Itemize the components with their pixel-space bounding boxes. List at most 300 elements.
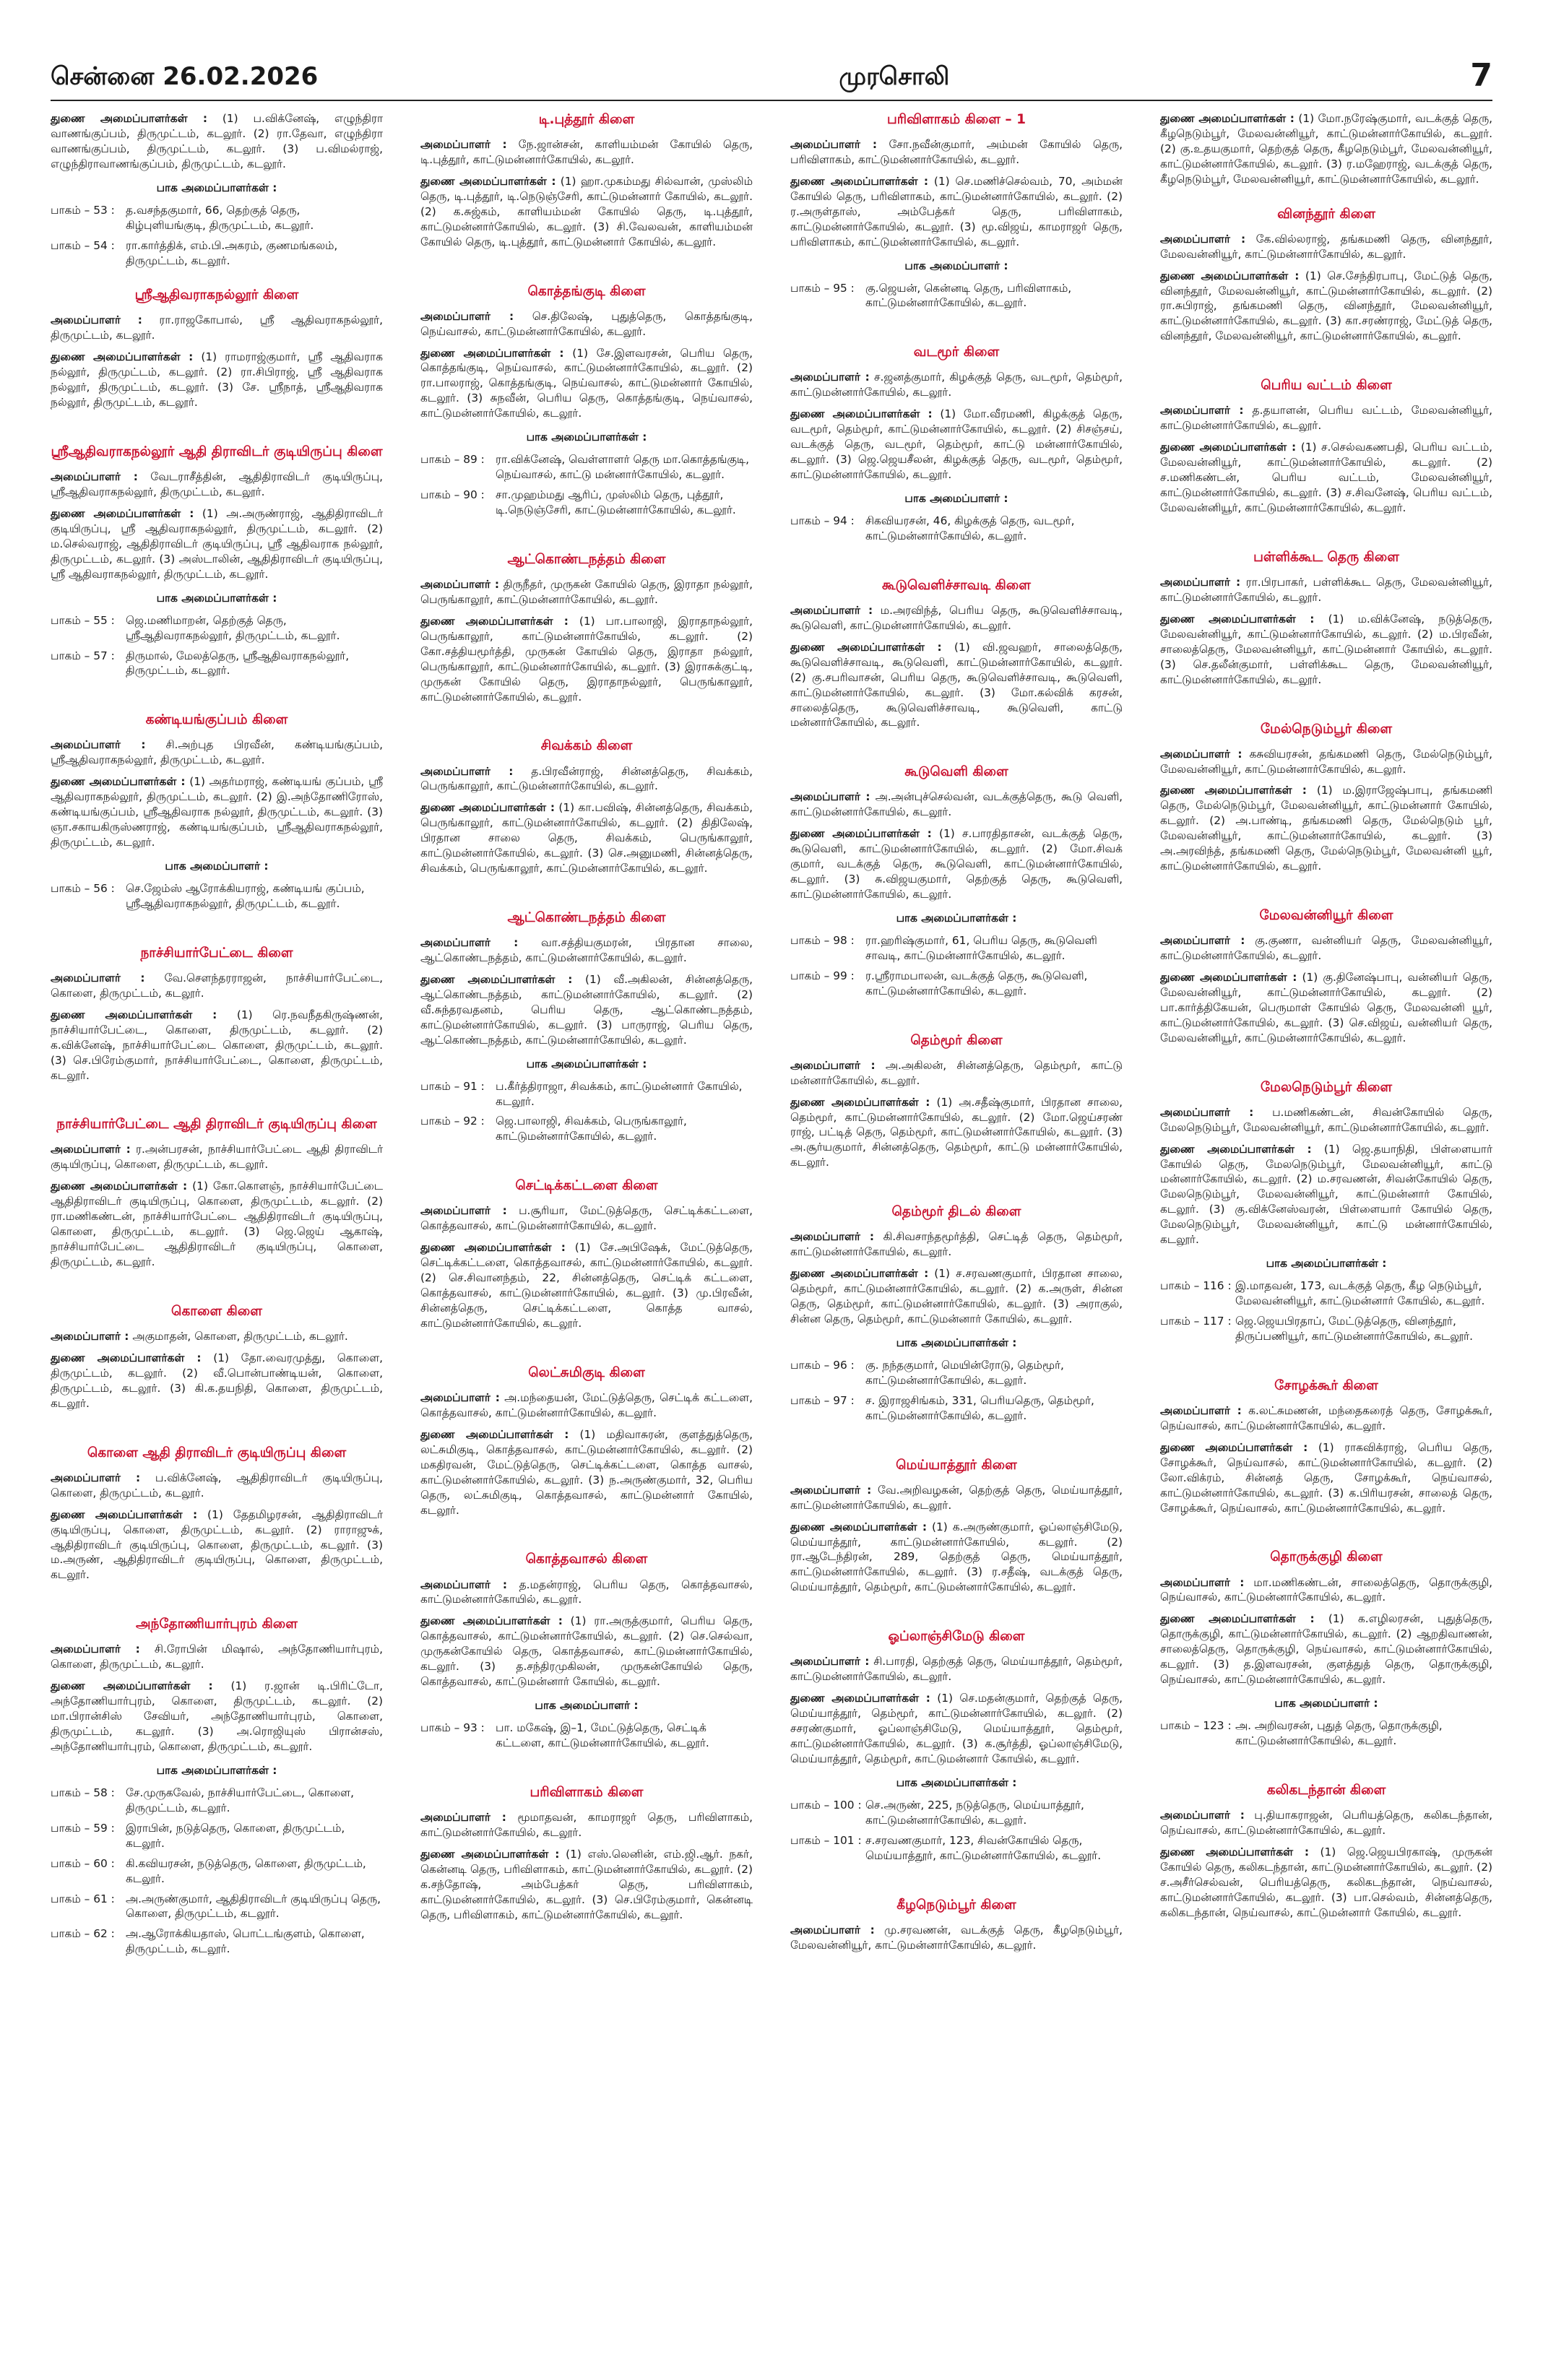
member-paragraph bbox=[790, 407, 1123, 483]
branch-section bbox=[790, 1203, 1123, 1423]
role-label: துணை அமைப்பாளர்கள் : bbox=[1160, 1142, 1312, 1156]
member-paragraph bbox=[1160, 1845, 1492, 1921]
member-text: (1) வீ.அகிலன், சின்னத்தெரு, ஆட்கொண்டநத்தம், காட்டுமன்னார்கோயில், கடலூர். (2) வீ.சுந்தரவதனம், பெரிய தெரு, ஆட்கொண்டநத்தம், காட்டுமன்னார்கோயில், கடலூர். (3) பாருராஜ், பெரிய தெரு, ஆட்கொண்டநத்தம், காட்டுமன்னார்கோயில், கடலூர். bbox=[420, 972, 753, 1047]
role-label: துணை அமைப்பாளர்கள் : bbox=[51, 1351, 202, 1364]
member-paragraph bbox=[420, 1390, 753, 1421]
branch-heading: அந்தோணியார்புரம் கிளை bbox=[136, 1617, 298, 1632]
role-label: துணை அமைப்பாளர்கள் : bbox=[420, 174, 556, 188]
member-paragraph bbox=[1160, 269, 1492, 345]
branch-section bbox=[51, 1616, 383, 1957]
branch-section bbox=[420, 1364, 753, 1518]
branch-section bbox=[790, 344, 1123, 543]
booth-member: ஜெ.ஜெயபிரதாப், மேட்டுத்தெரு, வினந்தூர், திருப்பணியூர், காட்டுமன்னார்கோயில், கடலூர். bbox=[1235, 1314, 1473, 1343]
member-paragraph bbox=[790, 640, 1123, 731]
branch-section bbox=[1160, 1782, 1492, 1921]
member-paragraph bbox=[51, 774, 383, 850]
member-text: ப.விக்னேஷ், ஆதிதிராவிடர் குடியிருப்பு, கொளை, திருமுட்டம், கடலூர். bbox=[51, 1471, 383, 1500]
booth-row bbox=[790, 514, 1123, 544]
booth-row bbox=[51, 238, 383, 269]
branch-section bbox=[790, 1032, 1123, 1171]
member-paragraph bbox=[420, 577, 753, 607]
member-paragraph bbox=[1160, 111, 1492, 187]
branch-section bbox=[790, 577, 1123, 731]
branch-heading: கொத்தங்குடி கிளை bbox=[527, 283, 646, 299]
booth-member: ரா.ஹரிஷ்குமார், 61, பெரிய தெரு, கூடுவெளி சாவடி, காட்டுமன்னார்கோயில், கடலூர். bbox=[865, 933, 1097, 962]
booth-row bbox=[420, 1114, 753, 1144]
branch-heading: கண்டியங்குப்பம் கிளை bbox=[145, 712, 288, 728]
branch-section bbox=[420, 111, 753, 250]
booth-row bbox=[51, 1821, 383, 1851]
branch-section bbox=[420, 1784, 753, 1923]
column-3 bbox=[790, 111, 1123, 2307]
member-text: (1) அ.சதீஷ்குமார், பிரதான சாலை, தெம்மூர், காட்டுமன்னார்கோயில், கடலூர். (2) மோ.ஜெய்சரண் ராஜ், பட்டித் தெரு, தெம்மூர், காட்டுமன்னார்கோயில், கடலூர். (3) அ.சூர்யகுமார், சின்னத்தெரு, தெம்மூர், காட்டு மன்னார்கோயில், கடலூர். bbox=[790, 1095, 1123, 1169]
branch-heading: மெய்யாத்தூர் கிளை bbox=[896, 1457, 1017, 1473]
role-label: அமைப்பாளர் : bbox=[420, 1810, 506, 1824]
member-text: (1) ம.இராஜேஷ்பாபு, தங்கமணி தெரு, மேல்நெடும்பூர், மேலவன்னியூர், காட்டுமன்னார் கோயில், கடலூர். (2) அ.பாண்டி, தங்கமணி தெரு, மேல்நெடும் பூர், மேலவன்னியூர், காட்டுமன்னார்கோயில், கடலூர். (3) அ.அரவிந்த், தங்கமணி தெரு, மேல்நெடும்பூர், மேலவன்னி யூர், காட்டுமன்னார்கோயில், கடலூர். bbox=[1160, 784, 1492, 873]
branch-heading: தெம்மூர் கிளை bbox=[910, 1032, 1003, 1048]
booth-member: ச. இராஜசிங்கம், 331, பெரியதெரு, தெம்மூர், காட்டுமன்னார்கோயில், கடலூர். bbox=[865, 1393, 1094, 1422]
booth-heading: பாக அமைப்பாளர் : bbox=[535, 1699, 639, 1713]
role-label: அமைப்பாளர் : bbox=[1160, 1403, 1242, 1417]
role-label: துணை அமைப்பாளர்கள் : bbox=[1160, 441, 1297, 454]
member-paragraph bbox=[420, 1847, 753, 1923]
booth-number: பாகம் – 59 : bbox=[51, 1821, 115, 1835]
booth-member: ரா.கார்த்திக், எம்.பி.அகரம், குணமங்கலம், திருமுட்டம், கடலூர். bbox=[126, 238, 338, 267]
member-paragraph bbox=[420, 346, 753, 422]
booth-number: பாகம் – 94 : bbox=[790, 514, 855, 527]
booth-number: பாகம் – 56 : bbox=[51, 881, 115, 895]
branch-section bbox=[420, 1551, 753, 1750]
role-label: அமைப்பாளர் : bbox=[51, 1330, 129, 1343]
role-label: துணை அமைப்பாளர்கள் : bbox=[790, 1267, 929, 1281]
role-label: துணை அமைப்பாளர்கள் : bbox=[420, 972, 573, 986]
role-label: துணை அமைப்பாளர்கள் : bbox=[790, 640, 942, 654]
role-label: துணை அமைப்பாளர்கள் : bbox=[420, 801, 555, 815]
member-paragraph bbox=[790, 603, 1123, 633]
role-label: அமைப்பாளர் : bbox=[790, 1923, 875, 1937]
role-label: துணை அமைப்பாளர்கள் : bbox=[51, 1008, 217, 1021]
booth-number: பாகம் – 53 : bbox=[51, 203, 115, 217]
role-label: துணை அமைப்பாளர்கள் : bbox=[1160, 112, 1295, 125]
member-paragraph bbox=[790, 1058, 1123, 1089]
booth-number: பாகம் – 97 : bbox=[790, 1393, 855, 1407]
member-text: (1) செ.மதன்குமார், தெற்குத் தெரு, மெய்யாத்தூர், தெம்மூர், காட்டுமன்னார்கோயில், கடலூர். (2) சசரண்குமார், ஓப்லாஞ்சிமேடு, மெய்யாத்தூர், தெம்மூர், காட்டுமன்னார்கோயில், கடலூர். (3) க.சூர்த்தி, ஓப்லாஞ்சிமேடு, மெய்யாத்தூர், தெம்மூர், காட்டுமன்னார் கோயில், கடலூர். bbox=[790, 1692, 1123, 1765]
booth-number: பாகம் – 54 : bbox=[51, 238, 115, 252]
booth-member: ச.சரவணகுமார், 123, சிவன்கோயில் தெரு, மெய்யாத்தூர், காட்டுமன்னார்கோயில், கடலூர். bbox=[865, 1833, 1102, 1862]
member-paragraph bbox=[420, 1203, 753, 1234]
booth-number: பாகம் – 99 : bbox=[790, 969, 855, 982]
member-text: (1) ச.பாரதிதாசன், வடக்குத் தெரு, கூடுவெளி, காட்டுமன்னார்கோயில், கடலூர். (2) மோ.சிவக் குமார், வடக்குத் தெரு, கூடுவெளி, காட்டுமன்னார்கோயில், கடலூர். (3) சு.விஜயகுமார், தெற்குத் தெரு, கூடுவெளி, காட்டுமன்னார்கோயில், கடலூர். bbox=[790, 827, 1123, 901]
member-paragraph bbox=[790, 826, 1123, 902]
member-paragraph bbox=[420, 1427, 753, 1518]
member-text: சி.ரோபின் மிஷால், அந்தோணியார்புரம், கொளை, திருமுட்டம், கடலூர். bbox=[51, 1643, 383, 1671]
booth-member: பா. மகேஷ், இ–1, மேட்டுத்தெரு, செட்டிக் கட்டளை, காட்டுமன்னார்கோயில், கடலூர். bbox=[496, 1721, 709, 1749]
booth-member: கு. நந்தகுமார், மெயின்ரோடு, தெம்மூர், காட்டுமன்னார்கோயில், கடலூர். bbox=[865, 1358, 1064, 1387]
header-page-number: 7 bbox=[1470, 57, 1492, 94]
branch-heading: தெம்மூர் திடல் கிளை bbox=[891, 1204, 1021, 1220]
member-paragraph bbox=[790, 789, 1123, 820]
booth-heading: பாக அமைப்பாளர் : bbox=[904, 259, 1008, 272]
member-text: (1) க.அருண்குமார், ஓப்லாஞ்சிமேடு, மெய்யாத்தூர், காட்டுமன்னார்கோயில், கடலூர். (2) ரா.ஆடேந்திரன், 289, தெற்குத் தெரு, மெய்யாத்தூர், காட்டுமன்னார்கோயில், கடலூர். (3) ர.சதீஷ், வடக்குத் தெரு, மெய்யாத்தூர், தெம்மூர், காட்டுமன்னார்கோயில், கடலூர். bbox=[790, 1520, 1123, 1594]
booth-member: அ.ஆரோக்கியதாஸ், பொட்டங்குளம், கொளை, திருமுட்டம், கடலூர். bbox=[126, 1927, 365, 1956]
continued-section bbox=[51, 111, 383, 268]
role-label: துணை அமைப்பாளர்கள் : bbox=[1160, 1845, 1310, 1858]
booth-organizers bbox=[51, 181, 383, 269]
member-paragraph bbox=[790, 1923, 1123, 1953]
branch-heading: டி.புத்தூர் கிளை bbox=[538, 112, 635, 127]
branch-section bbox=[1160, 1079, 1492, 1344]
member-paragraph bbox=[51, 1329, 383, 1344]
booth-organizers bbox=[51, 859, 383, 912]
member-text: கே.வில்லராஜ், தங்கமணி தெரு, வினந்தூர், மேலவன்னியூர், காட்டுமன்னார்கோயில், கடலூர். bbox=[1160, 232, 1492, 261]
member-paragraph bbox=[51, 1142, 383, 1172]
member-paragraph bbox=[420, 764, 753, 795]
member-text: நே.ஜான்சன், காளியம்மன் கோயில் தெரு, டி.புத்தூர், காட்டுமன்னார்கோயில், கடலூர். bbox=[420, 138, 753, 166]
booth-number: பாகம் – 55 : bbox=[51, 613, 115, 627]
booth-organizers bbox=[420, 1698, 753, 1751]
member-paragraph bbox=[51, 1507, 383, 1583]
booth-organizers bbox=[790, 1336, 1123, 1424]
role-label: அமைப்பாளர் : bbox=[51, 1471, 141, 1484]
member-text: (1) மதிவாசுரன், குளத்துத்தெரு, லட்சுமிகுடி, கொத்தவாசல், காட்டுமன்னார்கோயில், கடலூர். (2) மகதிரவன், மேட்டுத்தெரு, செட்டிக்கட்டளை, கொத்த வாசல், காட்டுமன்னார்கோயில், கடலூர். (3) ந.அருண்குமார், 32, பெரிய தெரு, லட்சுமிகுடி, கொத்தவாசல், காட்டுமன்னார் கோயில், கடலூர். bbox=[420, 1427, 753, 1517]
role-label: துணை அமைப்பாளர்கள் : bbox=[1160, 1612, 1315, 1626]
role-label: துணை அமைப்பாளர்கள் : bbox=[1160, 970, 1297, 984]
member-text: (1) ராமராஜ்குமார், ஸ்ரீ ஆதிவராக நல்லூர், திருமுட்டம், கடலூர். (2) ரா.சிபிராஜ், ஸ்ரீ ஆதிவராக நல்லூர், திருமுட்டம், கடலூர். (3) சே. ஸ்ரீநாத், ஸ்ரீஆதிவராக நல்லூர், திருமுட்டம், கடலூர். bbox=[51, 350, 383, 410]
member-text: வே.அறிவழகன், தெற்குத் தெரு, மெய்யாத்தூர், காட்டுமன்னார்கோயில், கடலூர். bbox=[790, 1483, 1123, 1512]
member-text: (1) ஜெ.ஜெயபிரகாஷ், முருகன் கோயில் தெரு, கலிகடந்தான், காட்டுமன்னார்கோயில், கடலூர். (2) ச.அசீர்செல்வன், பெரியத்தெரு, கலிகடந்தான், நெய்வாசல், காட்டுமன்னார்கோயில், கடலூர். (3) பா.செல்வம், சின்னத்தெரு, கலிகடந்தான், நெய்வாசல், காட்டுமன்னார் கோயில், கடலூர். bbox=[1160, 1845, 1492, 1919]
booth-heading: பாக அமைப்பாளர்கள் : bbox=[526, 430, 647, 444]
role-label: துணை அமைப்பாளர்கள் : bbox=[790, 827, 932, 841]
member-text: (1) ரெ.நவநீதகிருஷ்ணன், நாச்சியார்பேட்டை, கொளை, திருமுட்டம், கடலூர். (2) க.விக்னேஷ், நாச்சியார்பேட்டை கொளை, திருமுட்டம், கடலூர். (3) செ.பிரேம்குமார், நாச்சியார்பேட்டை, கொளை, திருமுட்டம், கடலூர். bbox=[51, 1008, 383, 1082]
role-label: துணை அமைப்பாளர்கள் : bbox=[790, 1095, 930, 1109]
role-label: அமைப்பாளர் : bbox=[1160, 1575, 1245, 1589]
booth-member: ரா.விக்னேஷ், வெள்ளாளர் தெரு மா.கொத்தங்குடி, நெய்வாசல், காட்டு மன்னார்கோயில், கடலூர். bbox=[496, 453, 750, 482]
member-text: ப.மணிகண்டன், சிவன்கோயில் தெரு, மேலநெடும்பூர், மேலவன்னியூர், காட்டுமன்னார்கோயில், கடலூர். bbox=[1160, 1105, 1492, 1134]
branch-section bbox=[1160, 907, 1492, 1046]
booth-number: பாகம் – 101 : bbox=[790, 1833, 862, 1847]
role-label: துணை அமைப்பாளர்கள் : bbox=[420, 1241, 566, 1255]
branch-heading: ஸ்ரீஆதிவராகநல்லூர் ஆதி திராவிடர் குடியிருப்பு கிளை bbox=[51, 444, 383, 460]
booth-member: செ.ஜேம்ஸ் ஆரோக்கியராஜ், கண்டியங் குப்பம், ஸ்ரீஆதிவராகநல்லூர், திருமுட்டம், கடலூர். bbox=[126, 881, 365, 910]
role-label: துணை அமைப்பாளர்கள் : bbox=[790, 1520, 928, 1533]
member-text: பு.தியாகராஜன், பெரியத்தெரு, கலிகடந்தான், நெய்வாசல், காட்டுமன்னார்கோயில், கடலூர். bbox=[1160, 1808, 1492, 1837]
booth-heading: பாக அமைப்பாளர்கள் : bbox=[156, 1763, 277, 1777]
booth-number: பாகம் – 95 : bbox=[790, 281, 855, 295]
role-label: அமைப்பாளர் : bbox=[1160, 1105, 1254, 1119]
member-paragraph bbox=[1160, 1611, 1492, 1687]
member-paragraph bbox=[1160, 1575, 1492, 1606]
booth-member: சே.முருகவேல், நாச்சியார்பேட்டை, கொளை, திருமுட்டம், கடலூர். bbox=[126, 1786, 354, 1814]
member-paragraph bbox=[420, 614, 753, 705]
member-paragraph bbox=[1160, 403, 1492, 433]
booth-row bbox=[790, 1358, 1123, 1388]
member-paragraph bbox=[790, 1266, 1123, 1327]
booth-member: ர.ஸ்ரீராமபாலன், வடக்குத் தெரு, கூடுவெளி, காட்டுமன்னார்கோயில், கடலூர். bbox=[865, 969, 1088, 998]
branch-heading: சிவக்கம் கிளை bbox=[540, 738, 633, 754]
booth-row bbox=[51, 613, 383, 644]
member-text: (1) எஸ்.லெனின், எம்.ஜி.ஆர். நகர், கென்னடி தெரு, பரிவிளாகம், காட்டுமன்னார்கோயில், கடலூர். (2) க.சந்தோஷ், அம்பேத்கர் தெரு, பரிவிளாகம், காட்டுமன்னார்கோயில், கடலூர். (3) செ.பிரேம்குமார், கென்னடி தெரு, பரிவிளாகம், காட்டுமன்னார்கோயில், கடலூர். bbox=[420, 1847, 753, 1921]
member-text: (1) செ.மணிச்செல்வம், 70, அம்மன் கோயில் தெரு, பரிவிளாகம், காட்டுமன்னார்கோயில், கடலூர். (2) ர.அருள்தாஸ், அம்பேத்கர் தெரு, பரிவிளாகம், காட்டுமன்னார்கோயில், கடலூர். (3) மூ.விஜய், காமராஜர் தெரு, பரிவிளாகம், காட்டுமன்னார்கோயில், கடலூர். bbox=[790, 174, 1123, 248]
member-paragraph bbox=[790, 1654, 1123, 1684]
role-label: அமைப்பாளர் : bbox=[1160, 1808, 1245, 1822]
member-text: (1) மோ.வீரமணி, கிழக்குத் தெரு, வடமூர், தெம்மூர், காட்டுமன்னார்கோயில், கடலூர். (2) சிசஞ்சய், வடக்குத் தெரு, வடமூர், தெம்மூர், காட்டு மன்னார்கோயில், கடலூர். (3) ஜெ.ஜெயசீலன், கிழக்குத் தெரு, வடமூர், தெம்மூர், காட்டுமன்னார்கோயில், கடலூர். bbox=[790, 407, 1123, 482]
branch-section bbox=[420, 737, 753, 876]
role-label: துணை அமைப்பாளர்கள் : bbox=[51, 1180, 188, 1193]
member-paragraph bbox=[790, 1483, 1123, 1513]
member-paragraph bbox=[1160, 612, 1492, 688]
branch-section bbox=[1160, 549, 1492, 688]
booth-heading: பாக அமைப்பாளர் : bbox=[904, 492, 1008, 506]
member-text: மூமாதவன், காமராஜர் தெரு, பரிவிளாகம், காட்டுமன்னார்கோயில், கடலூர். bbox=[420, 1810, 753, 1839]
branch-section bbox=[790, 1457, 1123, 1596]
booth-number: பாகம் – 90 : bbox=[420, 488, 485, 502]
booth-row bbox=[790, 1393, 1123, 1424]
member-paragraph bbox=[1160, 1440, 1492, 1516]
member-paragraph bbox=[790, 1520, 1123, 1596]
role-label: அமைப்பாளர் : bbox=[420, 1204, 507, 1218]
branch-heading: மேலவன்னியூர் கிளை bbox=[1259, 908, 1393, 924]
member-paragraph bbox=[1160, 1808, 1492, 1838]
role-label: அமைப்பாளர் : bbox=[790, 603, 873, 617]
member-text: கு.குணா, வன்னியர் தெரு, மேலவன்னியூர், காட்டுமன்னார்கோயில், கடலூர். bbox=[1160, 934, 1492, 963]
member-text: அ.மந்தையன், மேட்டுத்தெரு, செட்டிக் கட்டளை, கொத்தவாசல், காட்டுமன்னார்கோயில், கடலூர். bbox=[420, 1390, 753, 1419]
branch-heading: கொளை கிளை bbox=[171, 1303, 262, 1319]
branch-section bbox=[420, 1177, 753, 1331]
role-label: துணை அமைப்பாளர்கள் : bbox=[1160, 784, 1307, 797]
booth-row bbox=[790, 281, 1123, 311]
member-paragraph bbox=[1160, 232, 1492, 262]
member-text: சி.பாரதி, தெற்குத் தெரு, மெய்யாத்தூர், தெம்மூர், காட்டுமன்னார்கோயில், கடலூர். bbox=[790, 1655, 1123, 1684]
member-text: வா.சத்தியகுமரன், பிரதான சாலை, ஆட்கொண்டநத்தம், காட்டுமன்னார்கோயில், கடலூர். bbox=[420, 936, 753, 965]
member-paragraph bbox=[1160, 747, 1492, 777]
booth-number: பாகம் – 116 : bbox=[1160, 1279, 1232, 1293]
branch-heading: கீழநெடும்பூர் கிளை bbox=[896, 1897, 1016, 1913]
member-paragraph bbox=[790, 137, 1123, 168]
booth-row bbox=[1160, 1718, 1492, 1749]
member-paragraph bbox=[1160, 970, 1492, 1046]
branch-heading: பெரிய வட்டம் கிளை bbox=[1261, 378, 1392, 394]
booth-member: கி.கவியரசன், நடுத்தெரு, கொளை, திருமுட்டம், கடலூர். bbox=[126, 1856, 366, 1885]
role-label: துணை அமைப்பாளர்கள் : bbox=[51, 507, 194, 521]
branch-heading: வடமூர் கிளை bbox=[913, 345, 1000, 360]
member-text: (1) ப.விக்னேஷ், எழுந்திரா வாணங்குப்பம், திருமுட்டம், கடலூர். (2) ரா.தேவா, எழுந்திரா வாணங்குப்பம், திருமுட்டம், கடலூர். (3) ப.விமல்ராஜ், எழுந்திராவாணங்குப்பம், திருமுட்டம், கடலூர். bbox=[51, 112, 383, 170]
column-1 bbox=[51, 111, 383, 2307]
booth-organizers bbox=[1160, 1256, 1492, 1344]
member-text: த.பிரவீன்ராஜ், சின்னத்தெரு, சிவக்கம், பெருங்காலூர், காட்டுமன்னார்கோயில், கடலூர். bbox=[420, 764, 753, 793]
role-label: அமைப்பாளர் : bbox=[51, 313, 142, 327]
branch-heading: லெட்சுமிகுடி கிளை bbox=[528, 1364, 645, 1380]
booth-row bbox=[51, 881, 383, 912]
member-paragraph bbox=[51, 1179, 383, 1270]
member-paragraph bbox=[51, 1008, 383, 1083]
role-label: அமைப்பாளர் : bbox=[420, 1578, 508, 1591]
member-paragraph bbox=[790, 1095, 1123, 1171]
member-text: சி.அற்புத பிரவீன், கண்டியங்குப்பம், ஸ்ரீஆதிவராகநல்லூர், திருமுட்டம், கடலூர். bbox=[51, 738, 383, 767]
member-text: அகுமாதன், கொளை, திருமுட்டம், கடலூர். bbox=[132, 1330, 348, 1343]
booth-row bbox=[1160, 1314, 1492, 1344]
member-paragraph bbox=[420, 137, 753, 168]
member-paragraph bbox=[420, 800, 753, 876]
member-paragraph bbox=[51, 313, 383, 343]
member-text: ம.அரவிந்த், பெரிய தெரு, கூடுவெளிச்சாவடி, கூடுவெளி, காட்டுமன்னார்கோயில், கடலூர். bbox=[790, 603, 1123, 632]
role-label: அமைப்பாளர் : bbox=[1160, 404, 1244, 417]
member-text: த.மதன்ராஜ், பெரிய தெரு, கொத்தவாசல், காட்டுமன்னார்கோயில், கடலூர். bbox=[420, 1578, 753, 1606]
role-label: அமைப்பாளர் : bbox=[790, 1058, 876, 1072]
member-text: சோ.நவீன்குமார், அம்மன் கோயில் தெரு, பரிவிளாகம், காட்டுமன்னார்கோயில், கடலூர். bbox=[790, 138, 1123, 166]
branch-heading: கொளை ஆதி திராவிடர் குடியிருப்பு கிளை bbox=[87, 1445, 347, 1461]
member-paragraph bbox=[51, 1679, 383, 1754]
booth-row bbox=[420, 1079, 753, 1109]
booth-member: ஜெ.பாலாஜி, சிவக்கம், பெருங்காலூர், காட்டுமன்னார்கோயில், கடலூர். bbox=[496, 1115, 687, 1143]
role-label: அமைப்பாளர் : bbox=[790, 1483, 872, 1497]
member-paragraph bbox=[51, 350, 383, 410]
continued-section bbox=[1160, 111, 1492, 187]
role-label: அமைப்பாளர் : bbox=[420, 1390, 500, 1404]
branch-section bbox=[1160, 1549, 1492, 1748]
branch-section bbox=[51, 1303, 383, 1411]
member-paragraph bbox=[51, 1351, 383, 1411]
booth-member: அ. அறிவரசன், புதுத் தெரு, தொருக்குழி, காட்டுமன்னார்கோயில், கடலூர். bbox=[1235, 1719, 1443, 1747]
booth-number: பாகம் – 62 : bbox=[51, 1927, 115, 1941]
booth-organizers bbox=[420, 1057, 753, 1145]
booth-number: பாகம் – 58 : bbox=[51, 1786, 115, 1799]
role-label: துணை அமைப்பாளர்கள் : bbox=[420, 614, 569, 628]
member-paragraph bbox=[420, 1240, 753, 1331]
role-label: அமைப்பாளர் : bbox=[420, 309, 514, 323]
member-paragraph bbox=[420, 1810, 753, 1840]
booth-member: இராபின், நடுத்தெரு, கொளை, திருமுட்டம், கடலூர். bbox=[126, 1821, 345, 1850]
branch-heading: நாச்சியார்பேட்டை ஆதி திராவிடர் குடியிருப்பு கிளை bbox=[56, 1117, 377, 1133]
member-text: (1) தோ.வைரமுத்து, கொளை, திருமுட்டம், கடலூர். (2) வீ.பொன்பாண்டியன், கொளை, திருமுட்டம், கடலூர். (3) கி.க.தயநிதி, கொளை, திருமுட்டம், கடலூர். bbox=[51, 1351, 383, 1410]
member-text: கி.சிவசாந்தமூர்த்தி, செட்டித் தெரு, தெம்மூர், காட்டுமன்னார்கோயில், கடலூர். bbox=[790, 1230, 1123, 1259]
branch-section bbox=[51, 1116, 383, 1270]
booth-heading: பாக அமைப்பாளர்கள் : bbox=[896, 1336, 1017, 1349]
branch-heading: கொத்தவாசல் கிளை bbox=[525, 1552, 648, 1567]
role-label: துணை அமைப்பாளர்கள் : bbox=[51, 112, 207, 125]
member-text: (1) ஹா.முகம்மது சில்வான், முஸ்லிம் தெரு, டி.புத்தூர், டி.நெடுஞ்சேரி, காட்டுமன்னார் கோயில், கடலூர். (2) க.சுஜ்கம், காளியம்மன் கோயில் தெரு, டி.புத்தூர், காட்டுமன்னார்கோயில், கடலூர். (3) சி.வேலவன், காளியம்மன் கோயில் தெரு, டி.புத்தூர், காட்டுமன்னார் கோயில், கடலூர். bbox=[420, 174, 753, 248]
member-text: (1) செ.சேந்திரபாபு, மேட்டுத் தெரு, வினந்தூர், மேலவன்னியூர், காட்டுமன்னார்கோயில், கடலூர். (2) ரா.சுபிராஜ், தங்கமணி தெரு, வினந்தூர், மேலவன்னியூர், காட்டுமன்னார்கோயில், கடலூர். (3) கா.சரண்ராஜ், மேட்டுத் தெரு, வினந்தூர், மேலவன்னியூர், காட்டுமன்னார்கோயில், கடலூர். bbox=[1160, 269, 1492, 343]
member-text: (1) பா.பாலாஜி, இராதாநல்லூர், பெருங்காலூர், காட்டுமன்னார்கோயில், கடலூர். (2) கோ.சத்தியமூர்த்தி, முருகன் கோயில் தெரு, இராதா நல்லூர், பெருங்காலூர், காட்டுமன்னார்கோயில், கடலூர். (3) இராசுக்குட்டி, முருகன் கோயில் தெரு, இராதாநல்லூர், பெருங்காலூர், காட்டுமன்னார்கோயில், கடலூர். bbox=[420, 614, 753, 704]
role-label: துணை அமைப்பாளர்கள் : bbox=[420, 1847, 560, 1861]
booth-row bbox=[420, 488, 753, 518]
booth-row bbox=[51, 1892, 383, 1922]
member-text: ரா.பிரபாகர், பள்ளிக்கூட தெரு, மேலவன்னியூர், காட்டுமன்னார்கோயில், கடலூர். bbox=[1160, 575, 1492, 604]
member-paragraph bbox=[420, 174, 753, 250]
member-text: (1) கா.பவிஷ், சின்னத்தெரு, சிவக்கம், பெருங்காலூர், காட்டுமன்னார்கோயில், கடலூர். (2) திதிலேஷ், பிரதான சாலை தெரு, சிவக்கம், பெருங்காலூர், காட்டுமன்னார்கோயில், கடலூர். (3) செ.அனுமணி, சின்னத்தெரு, சிவக்கம், பெருங்காலூர், காட்டுமன்னார்கோயில், கடலூர். bbox=[420, 801, 753, 875]
booth-number: பாகம் – 96 : bbox=[790, 1358, 855, 1372]
booth-number: பாகம் – 100 : bbox=[790, 1798, 862, 1812]
branch-heading: நாச்சியார்பேட்டை கிளை bbox=[140, 945, 293, 961]
branch-heading: கூடுவெளிச்சாவடி கிளை bbox=[881, 577, 1031, 593]
branch-section bbox=[51, 1445, 383, 1583]
booth-number: பாகம் – 61 : bbox=[51, 1892, 115, 1905]
booth-heading: பாக அமைப்பாளர்கள் : bbox=[896, 1775, 1017, 1789]
booth-member: சா.முஹம்மது ஆரிப், முஸ்லிம் தெரு, புத்தூர், டி.நெடுஞ்சேரி, காட்டுமன்னார்கோயில், கடலூர். bbox=[496, 488, 736, 516]
booth-member: இ.மாதவன், 173, வடக்குத் தெரு, கீழ நெடும்பூர், மேலவன்னியூர், காட்டுமன்னார் கோயில், கடலூர். bbox=[1235, 1279, 1485, 1308]
role-label: அமைப்பாளர் : bbox=[790, 1655, 870, 1669]
booth-organizers bbox=[790, 259, 1123, 311]
branch-heading: பள்ளிக்கூட தெரு கிளை bbox=[1253, 549, 1399, 565]
booth-heading: பாக அமைப்பாளர் : bbox=[1274, 1697, 1378, 1710]
booth-heading: பாக அமைப்பாளர்கள் : bbox=[156, 591, 277, 605]
member-text: ப.சூரியா, மேட்டுத்தெரு, செட்டிக்கட்டளை, கொத்தவாசல், காட்டுமன்னார்கோயில், கடலூர். bbox=[420, 1204, 753, 1233]
member-text: ச.ஜனத்குமார், கிழக்குத் தெரு, வடமூர், தெம்மூர், காட்டுமன்னார்கோயில், கடலூர். bbox=[790, 371, 1123, 399]
header-rule bbox=[51, 100, 1492, 101]
member-text: மா.மணிகண்டன், சாலைத்தெரு, தொருக்குழி, நெய்வாசல், காட்டுமன்னார்கோயில், கடலூர். bbox=[1160, 1575, 1492, 1604]
member-paragraph bbox=[51, 469, 383, 500]
booth-row bbox=[51, 1856, 383, 1887]
role-label: துணை அமைப்பாளர்கள் : bbox=[790, 1692, 930, 1705]
booth-heading: பாக அமைப்பாளர் : bbox=[165, 860, 269, 873]
branch-heading: ஆட்கொண்டநத்தம் கிளை bbox=[507, 551, 666, 567]
member-text: வே.செளந்தரராஜன், நாச்சியார்பேட்டை, கொளை, திருமுட்டம், கடலூர். bbox=[51, 971, 383, 1000]
booth-number: பாகம் – 60 : bbox=[51, 1856, 115, 1870]
branch-heading: கலிகடந்தான் கிளை bbox=[1266, 1782, 1386, 1798]
page-header bbox=[51, 51, 1492, 94]
member-text: (1) மோ.நரேஷ்குமார், வடக்குத் தெரு, கீழநெடும்பூர், மேலவன்னியூர், காட்டுமன்னார்கோயில், கடலூர். (2) கு.உதயகுமார், தெற்குத் தெரு, கீழநெடும்பூர், மேலவன்னியூர், காட்டுமன்னார்கோயில், கடலூர். (3) ர.மஹேராஜ், வடக்குத் தெரு, கீழநெடும்பூர், மேலவன்னியூர், காட்டுமன்னார்கோயில், கடலூர். bbox=[1160, 112, 1492, 186]
role-label: துணை அமைப்பாளர்கள் : bbox=[420, 1614, 563, 1628]
header-date: சென்னை 26.02.2026 bbox=[51, 62, 319, 91]
member-text: (1) சே.இளவரசன், பெரிய தெரு, கொத்தங்குடி, நெய்வாசல், காட்டுமன்னார்கோயில், கடலூர். (2) ரா.பாலராஜ், கொத்தங்குடி, நெய்வாசல், காட்டுமன்னார் கோயில், கடலூர். (3) சுநவீன், பெரிய தெரு, கொத்தங்குடி, நெய்வாசல், காட்டுமன்னார்கோயில், கடலூர். bbox=[420, 346, 753, 420]
role-label: அமைப்பாளர் : bbox=[1160, 232, 1246, 246]
booth-number: பாகம் – 93 : bbox=[420, 1721, 485, 1734]
header-masthead: முரசொலி bbox=[839, 62, 950, 91]
booth-heading: பாக அமைப்பாளர்கள் : bbox=[526, 1057, 647, 1070]
member-paragraph bbox=[51, 737, 383, 768]
booth-number: பாகம் – 91 : bbox=[420, 1079, 485, 1093]
booth-organizers bbox=[51, 1763, 383, 1957]
member-paragraph bbox=[1160, 575, 1492, 605]
member-text: த.தயாளன், பெரிய வட்டம், மேலவன்னியூர், காட்டுமன்னார்கோயில், கடலூர். bbox=[1160, 404, 1492, 433]
branch-heading: மேலநெடும்பூர் கிளை bbox=[1260, 1079, 1393, 1095]
role-label: அமைப்பாளர் : bbox=[420, 138, 507, 152]
booth-member: ப.கீர்த்திராஜா, சிவக்கம், காட்டுமன்னார் கோயில், கடலூர். bbox=[496, 1079, 743, 1108]
member-text: (1) தேதமிழரசன், ஆதிதிராவிடர் குடியிருப்பு, கொளை, திருமுட்டம், கடலூர். (2) ராராஜுக், ஆதிதிராவிடர் குடியிருப்பு, கொளை, திருமுட்டம், கடலூர். (3) ம.அருண், ஆதிதிராவிடர் குடியிருப்பு, கொளை, திருமுட்டம், கடலூர். bbox=[51, 1507, 383, 1582]
booth-row bbox=[790, 1833, 1123, 1864]
booth-row bbox=[790, 1798, 1123, 1828]
member-text: கசுவியரசன், தங்கமணி தெரு, மேல்நெடும்பூர், மேலவன்னியூர், காட்டுமன்னார்கோயில், கடலூர். bbox=[1160, 747, 1492, 776]
booth-row bbox=[420, 1721, 753, 1751]
branch-heading: செட்டிக்கட்டளை கிளை bbox=[515, 1178, 658, 1194]
member-text: திருநீதர், முருகன் கோயில் தெரு, இராதா நல்லூர், பெருங்காலூர், காட்டுமன்னார்கோயில், கடலூர். bbox=[420, 577, 753, 606]
booth-number: பாகம் – 117 : bbox=[1160, 1314, 1232, 1328]
role-label: துணை அமைப்பாளர்கள் : bbox=[51, 775, 186, 789]
role-label: அமைப்பாளர் : bbox=[51, 738, 146, 752]
booth-member: திருமால், மேலத்தெரு, ஸ்ரீஆதிவராகநல்லூர், திருமுட்டம், கடலூர். bbox=[126, 649, 350, 678]
member-paragraph bbox=[51, 1642, 383, 1672]
member-paragraph bbox=[1160, 1105, 1492, 1135]
branch-heading: ஸ்ரீஆதிவராகநல்லூர் கிளை bbox=[134, 287, 299, 303]
role-label: துணை அமைப்பாளர்கள் : bbox=[1160, 1440, 1308, 1454]
role-label: அமைப்பாளர் : bbox=[790, 371, 870, 384]
column-2 bbox=[420, 111, 753, 2307]
member-paragraph bbox=[51, 506, 383, 582]
member-text: (1) ச.சரவணகுமார், பிரதான சாலை, தெம்மூர், காட்டுமன்னார்கோயில், கடலூர். (2) க.அருள், சின்ன தெரு, தெம்மூர், காட்டுமன்னார்கோயில், கடலூர். (3) அராகுல், சின்ன தெரு, தெம்மூர், காட்டுமன்னார் கோயில், கடலூர். bbox=[790, 1267, 1123, 1326]
branch-section bbox=[51, 711, 383, 911]
role-label: அமைப்பாளர் : bbox=[420, 577, 500, 591]
branch-section bbox=[790, 763, 1123, 998]
branch-section bbox=[1160, 721, 1492, 875]
member-text: வேடராசீத்தின், ஆதிதிராவிடர் குடியிருப்பு, ஸ்ரீஆதிவராகநல்லூர், திருமுட்டம், கடலூர். bbox=[51, 470, 383, 499]
member-text: (1) அதர்மராஜ், கண்டியங் குப்பம், ஸ்ரீ ஆதிவராகநல்லூர், திருமுட்டம், கடலூர். (2) இ.அந்தோணிரோஸ், கண்டியங்குப்பம், ஸ்ரீஆதிவராக நல்லூர், திருமுட்டம், கடலூர். (3) ஞா.சகாயகிருஸ்ணராஜ், கண்டியங்குப்பம், ஸ்ரீஆதிவராகநல்லூர், திருமுட்டம், கடலூர். bbox=[51, 775, 383, 849]
member-text: அ.அகிலன், சின்னத்தெரு, தெம்மூர், காட்டு மன்னார்கோயில், கடலூர். bbox=[790, 1058, 1123, 1087]
branch-section bbox=[420, 283, 753, 518]
member-paragraph bbox=[51, 971, 383, 1001]
role-label: அமைப்பாளர் : bbox=[51, 971, 145, 985]
member-paragraph bbox=[51, 1471, 383, 1501]
role-label: துணை அமைப்பாளர்கள் : bbox=[51, 1679, 213, 1693]
member-paragraph bbox=[1160, 1142, 1492, 1248]
